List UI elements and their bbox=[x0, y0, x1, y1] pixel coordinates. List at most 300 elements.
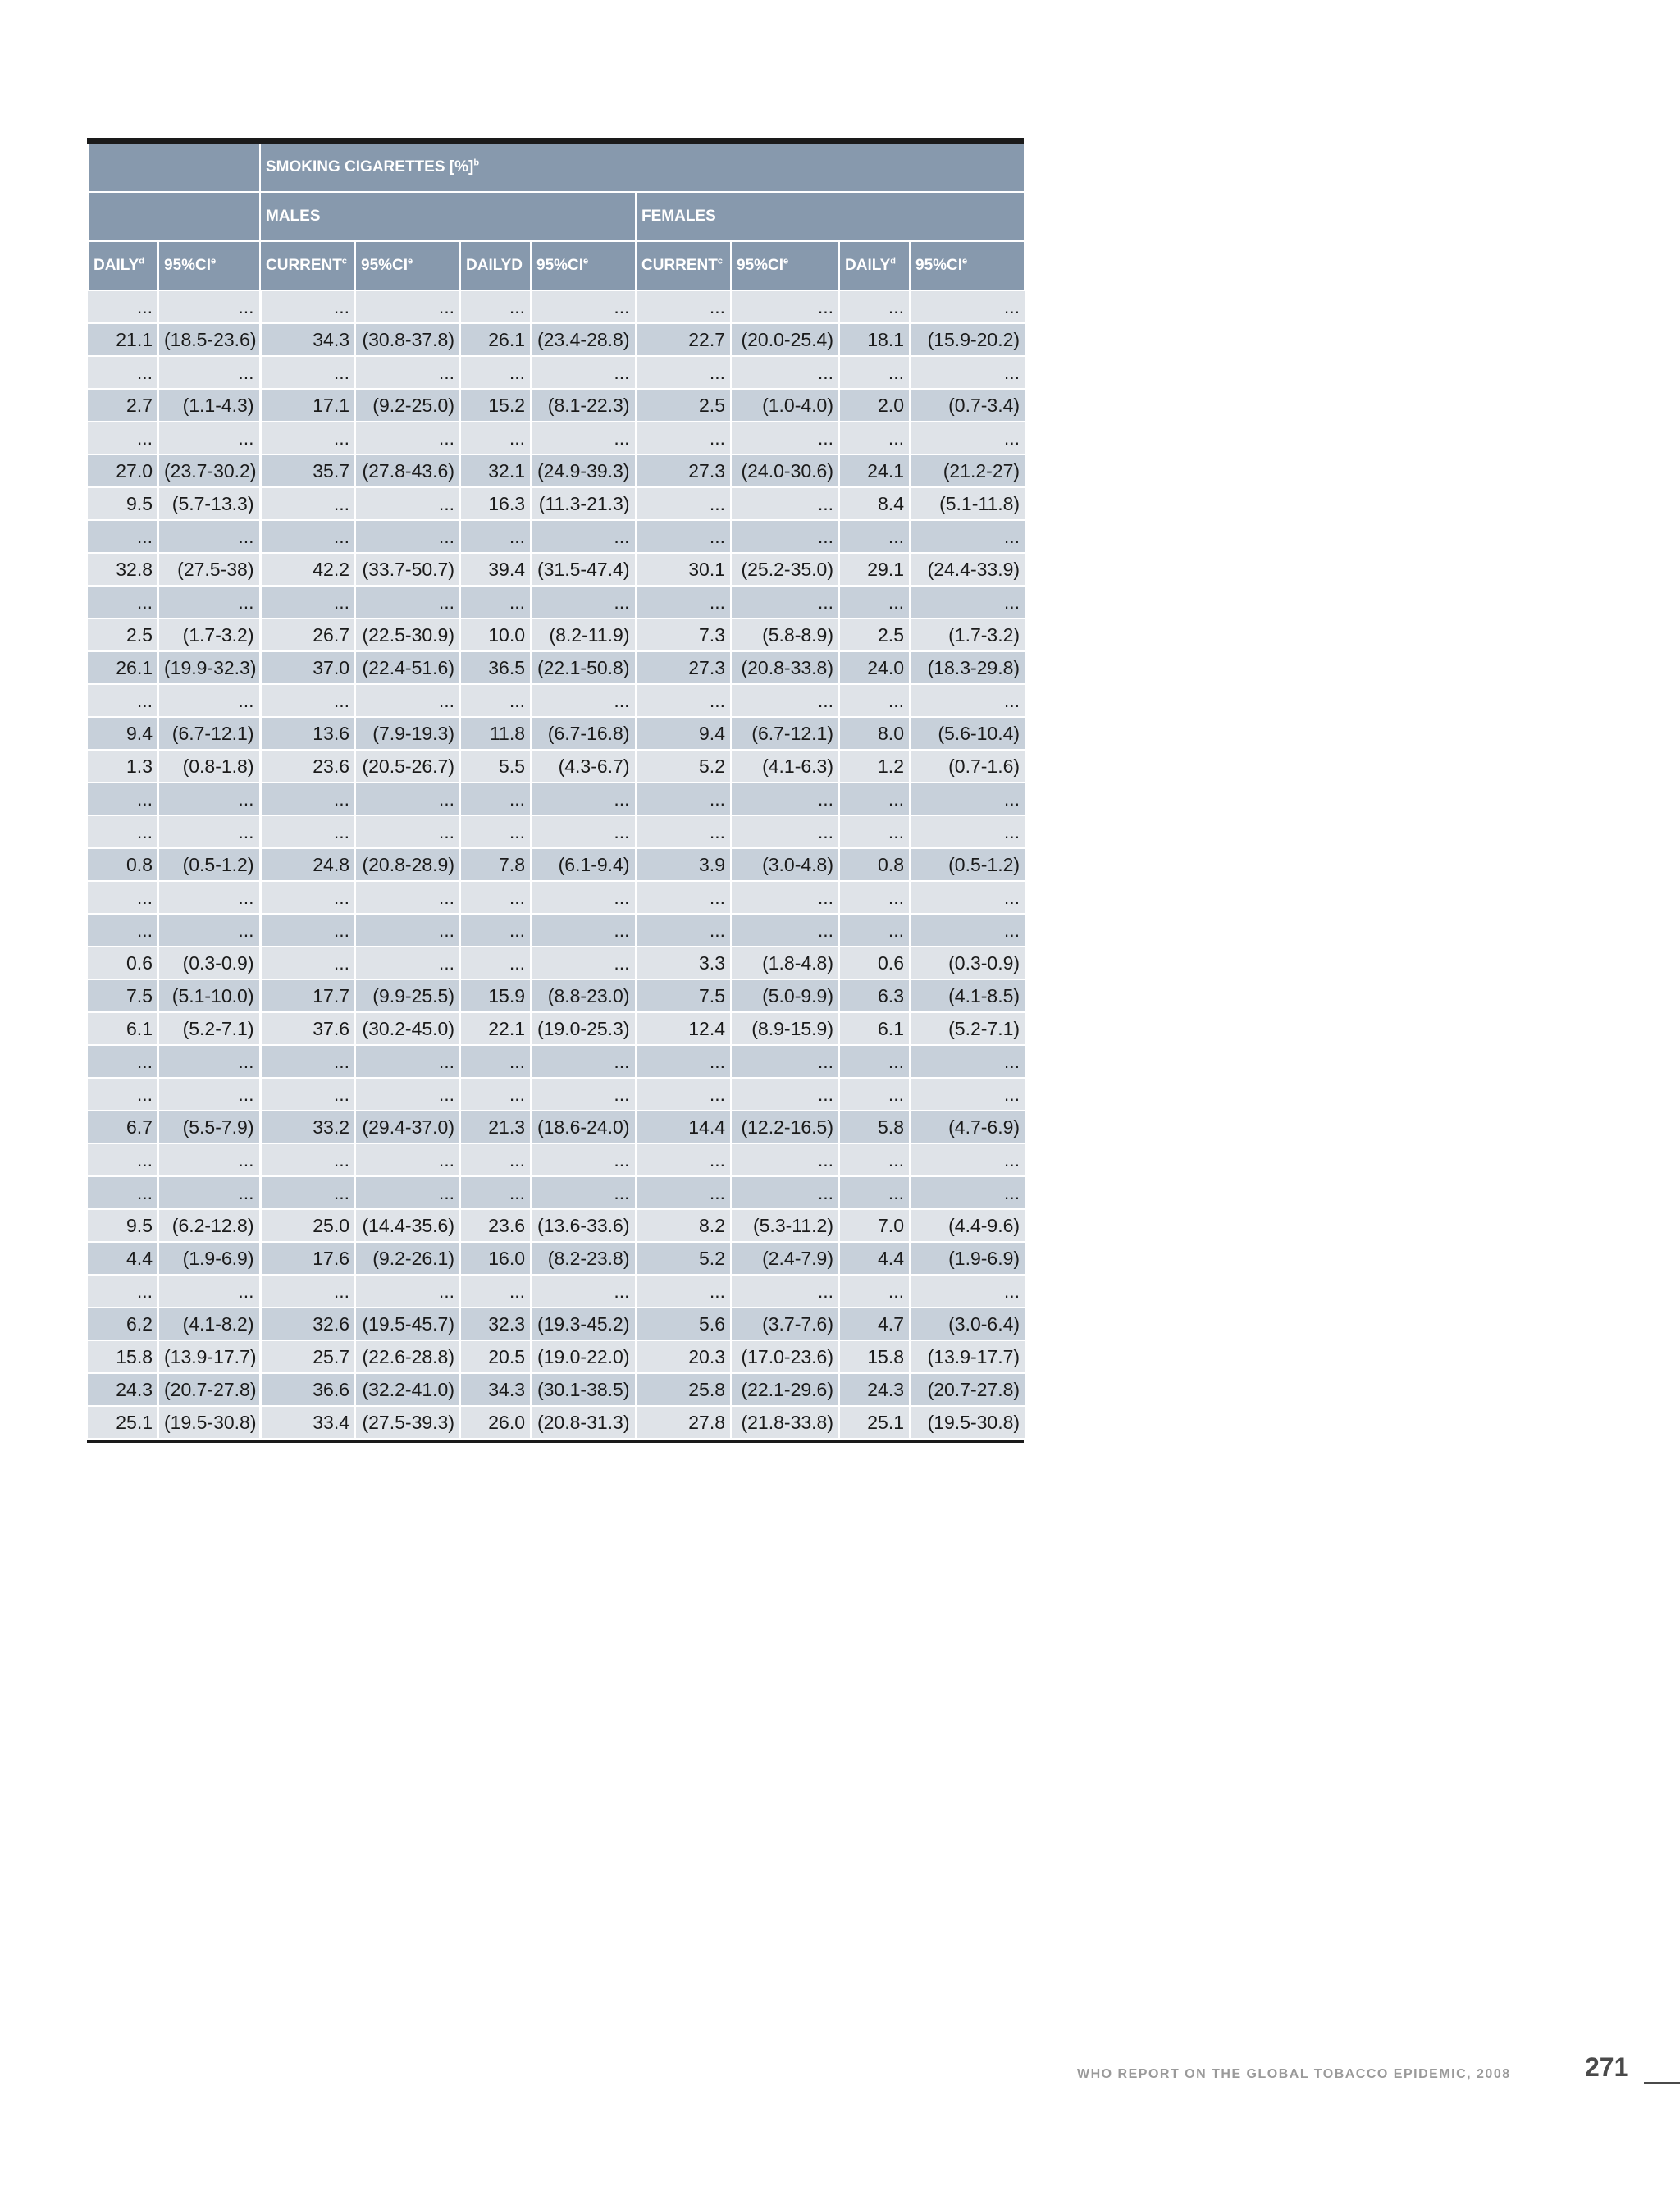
column-header-label: 95%CI bbox=[536, 257, 584, 274]
table-cell: ... bbox=[636, 783, 731, 815]
table-cell: ... bbox=[839, 1143, 910, 1176]
table-cell: ... bbox=[88, 422, 158, 454]
table-cell: ... bbox=[910, 1045, 1025, 1078]
data-table-container bbox=[87, 138, 1024, 1443]
column-header bbox=[531, 241, 636, 290]
table-cell: 13.6 bbox=[260, 717, 355, 750]
table-cell: 25.0 bbox=[260, 1209, 355, 1242]
table-cell: 16.0 bbox=[460, 1242, 531, 1275]
table-row bbox=[88, 979, 1025, 1012]
column-header-footnote: d bbox=[139, 256, 144, 267]
table-row bbox=[88, 1176, 1025, 1209]
table-cell: ... bbox=[636, 356, 731, 389]
table-cell: (3.0-6.4) bbox=[910, 1308, 1025, 1340]
table-cell: 9.5 bbox=[88, 487, 158, 520]
table-cell: (20.8-28.9) bbox=[355, 848, 460, 881]
table-cell: ... bbox=[531, 1078, 636, 1111]
table-cell: 9.4 bbox=[88, 717, 158, 750]
table-cell: (6.1-9.4) bbox=[531, 848, 636, 881]
table-cell: ... bbox=[355, 1176, 460, 1209]
table-cell: ... bbox=[355, 815, 460, 848]
table-row bbox=[88, 487, 1025, 520]
footer-report-title: WHO REPORT ON THE GLOBAL TOBACCO EPIDEMIC, 2008 bbox=[1077, 2067, 1511, 2081]
table-cell: ... bbox=[636, 815, 731, 848]
table-cell: (0.5-1.2) bbox=[158, 848, 260, 881]
column-header bbox=[731, 241, 839, 290]
table-cell: ... bbox=[158, 881, 260, 914]
table-cell: ... bbox=[910, 1143, 1025, 1176]
column-header-label: CURRENT bbox=[641, 257, 718, 274]
table-row bbox=[88, 422, 1025, 454]
table-cell: 2.0 bbox=[839, 389, 910, 422]
table-cell: (7.9-19.3) bbox=[355, 717, 460, 750]
table-cell: (24.0-30.6) bbox=[731, 454, 839, 487]
table-cell: ... bbox=[158, 815, 260, 848]
table-cell: (5.2-7.1) bbox=[910, 1012, 1025, 1045]
table-cell: (24.9-39.3) bbox=[531, 454, 636, 487]
table-cell: 36.5 bbox=[460, 651, 531, 684]
table-cell: ... bbox=[460, 1045, 531, 1078]
table-cell: 35.7 bbox=[260, 454, 355, 487]
table-cell: 8.2 bbox=[636, 1209, 731, 1242]
table-cell: ... bbox=[460, 947, 531, 979]
table-cell: 0.6 bbox=[88, 947, 158, 979]
table-cell: 2.5 bbox=[636, 389, 731, 422]
table-cell: ... bbox=[88, 815, 158, 848]
table-header bbox=[88, 144, 1025, 290]
table-cell: (15.9-20.2) bbox=[910, 323, 1025, 356]
table-cell: ... bbox=[355, 947, 460, 979]
table-cell: 2.5 bbox=[88, 619, 158, 651]
table-cell: ... bbox=[260, 1176, 355, 1209]
table-row bbox=[88, 1078, 1025, 1111]
table-cell: ... bbox=[158, 422, 260, 454]
table-cell: 9.4 bbox=[636, 717, 731, 750]
column-header-label: 95%CI bbox=[164, 257, 212, 274]
table-cell: 22.7 bbox=[636, 323, 731, 356]
table-cell: ... bbox=[260, 487, 355, 520]
column-header-footnote: e bbox=[211, 256, 217, 267]
table-cell: 25.8 bbox=[636, 1373, 731, 1406]
table-cell: ... bbox=[910, 783, 1025, 815]
table-row bbox=[88, 1143, 1025, 1176]
table-cell: 9.5 bbox=[88, 1209, 158, 1242]
table-cell: ... bbox=[88, 1176, 158, 1209]
table-cell: (8.2-23.8) bbox=[531, 1242, 636, 1275]
table-cell: ... bbox=[731, 1143, 839, 1176]
table-cell: (24.4-33.9) bbox=[910, 553, 1025, 586]
table-cell: ... bbox=[731, 783, 839, 815]
table-cell: ... bbox=[839, 1176, 910, 1209]
column-header-footnote: e bbox=[962, 256, 968, 267]
table-row bbox=[88, 290, 1025, 323]
table-cell: (29.4-37.0) bbox=[355, 1111, 460, 1143]
table-body bbox=[88, 290, 1025, 1439]
table-row bbox=[88, 750, 1025, 783]
header-row-group bbox=[88, 144, 1025, 192]
table-cell: ... bbox=[636, 1143, 731, 1176]
table-cell: (9.9-25.5) bbox=[355, 979, 460, 1012]
table-cell: 4.4 bbox=[88, 1242, 158, 1275]
table-cell: ... bbox=[355, 290, 460, 323]
table-cell: ... bbox=[158, 684, 260, 717]
table-cell: ... bbox=[460, 356, 531, 389]
table-cell: (0.3-0.9) bbox=[158, 947, 260, 979]
table-cell: 42.2 bbox=[260, 553, 355, 586]
table-cell: 26.0 bbox=[460, 1406, 531, 1439]
table-row bbox=[88, 1242, 1025, 1275]
table-cell: ... bbox=[636, 290, 731, 323]
table-cell: (30.2-45.0) bbox=[355, 1012, 460, 1045]
table-cell: ... bbox=[636, 1045, 731, 1078]
table-cell: ... bbox=[910, 1275, 1025, 1308]
table-cell: (5.3-11.2) bbox=[731, 1209, 839, 1242]
table-cell: ... bbox=[731, 1045, 839, 1078]
table-cell: 21.1 bbox=[88, 323, 158, 356]
table-row bbox=[88, 356, 1025, 389]
table-cell: (3.0-4.8) bbox=[731, 848, 839, 881]
table-cell: ... bbox=[531, 422, 636, 454]
table-cell: ... bbox=[839, 356, 910, 389]
table-cell: (4.3-6.7) bbox=[531, 750, 636, 783]
table-cell: ... bbox=[88, 1275, 158, 1308]
table-row bbox=[88, 881, 1025, 914]
table-cell: 15.2 bbox=[460, 389, 531, 422]
table-cell: 20.3 bbox=[636, 1340, 731, 1373]
table-cell: ... bbox=[531, 290, 636, 323]
table-cell: (8.9-15.9) bbox=[731, 1012, 839, 1045]
table-cell: ... bbox=[460, 422, 531, 454]
table-cell: (6.7-16.8) bbox=[531, 717, 636, 750]
table-cell: 16.3 bbox=[460, 487, 531, 520]
table-cell: ... bbox=[260, 1078, 355, 1111]
table-cell: ... bbox=[355, 586, 460, 619]
table-cell: (20.5-26.7) bbox=[355, 750, 460, 783]
table-cell: (25.2-35.0) bbox=[731, 553, 839, 586]
table-cell: (4.4-9.6) bbox=[910, 1209, 1025, 1242]
table-cell: (27.8-43.6) bbox=[355, 454, 460, 487]
table-cell: 25.7 bbox=[260, 1340, 355, 1373]
table-row bbox=[88, 947, 1025, 979]
table-cell: ... bbox=[910, 914, 1025, 947]
table-cell: ... bbox=[88, 684, 158, 717]
table-cell: 3.3 bbox=[636, 947, 731, 979]
table-cell: (18.6-24.0) bbox=[531, 1111, 636, 1143]
table-cell: ... bbox=[531, 684, 636, 717]
table-cell: ... bbox=[260, 520, 355, 553]
table-row bbox=[88, 1275, 1025, 1308]
table-cell: (6.2-12.8) bbox=[158, 1209, 260, 1242]
table-cell: (19.3-45.2) bbox=[531, 1308, 636, 1340]
table-cell: (13.9-17.7) bbox=[158, 1340, 260, 1373]
table-cell: 33.2 bbox=[260, 1111, 355, 1143]
table-cell: (5.1-11.8) bbox=[910, 487, 1025, 520]
table-cell: ... bbox=[260, 684, 355, 717]
table-cell: ... bbox=[839, 1045, 910, 1078]
column-header-label: DAILY bbox=[845, 257, 891, 274]
header-group-title-sup: b bbox=[473, 157, 480, 168]
table-cell: ... bbox=[260, 881, 355, 914]
table-cell: ... bbox=[260, 947, 355, 979]
table-cell: (5.5-7.9) bbox=[158, 1111, 260, 1143]
table-cell: ... bbox=[460, 684, 531, 717]
table-row bbox=[88, 848, 1025, 881]
table-cell: ... bbox=[158, 1275, 260, 1308]
table-cell: ... bbox=[88, 1045, 158, 1078]
table-cell: (22.4-51.6) bbox=[355, 651, 460, 684]
table-cell: ... bbox=[531, 881, 636, 914]
table-cell: ... bbox=[355, 422, 460, 454]
table-cell: 15.9 bbox=[460, 979, 531, 1012]
table-row bbox=[88, 783, 1025, 815]
table-cell: ... bbox=[460, 815, 531, 848]
table-cell: ... bbox=[260, 356, 355, 389]
column-header bbox=[839, 241, 910, 290]
column-header bbox=[158, 241, 260, 290]
table-cell: (1.9-6.9) bbox=[158, 1242, 260, 1275]
table-cell: ... bbox=[910, 356, 1025, 389]
table-cell: 7.5 bbox=[636, 979, 731, 1012]
table-row bbox=[88, 389, 1025, 422]
table-cell: ... bbox=[531, 947, 636, 979]
table-cell: 39.4 bbox=[460, 553, 531, 586]
table-cell: (31.5-47.4) bbox=[531, 553, 636, 586]
table-cell: ... bbox=[531, 1045, 636, 1078]
table-cell: 37.0 bbox=[260, 651, 355, 684]
table-cell: (33.7-50.7) bbox=[355, 553, 460, 586]
table-cell: (1.8-4.8) bbox=[731, 947, 839, 979]
table-cell: ... bbox=[260, 914, 355, 947]
table-cell: ... bbox=[88, 783, 158, 815]
table-cell: ... bbox=[636, 422, 731, 454]
table-cell: ... bbox=[636, 1275, 731, 1308]
table-cell: 15.8 bbox=[839, 1340, 910, 1373]
table-cell: ... bbox=[731, 422, 839, 454]
table-cell: ... bbox=[531, 1275, 636, 1308]
table-cell: ... bbox=[910, 290, 1025, 323]
table-cell: 17.6 bbox=[260, 1242, 355, 1275]
table-cell: ... bbox=[158, 1143, 260, 1176]
table-cell: 6.7 bbox=[88, 1111, 158, 1143]
table-cell: (19.5-30.8) bbox=[158, 1406, 260, 1439]
table-cell: ... bbox=[731, 487, 839, 520]
table-row bbox=[88, 914, 1025, 947]
table-cell: 27.8 bbox=[636, 1406, 731, 1439]
table-cell: (30.1-38.5) bbox=[531, 1373, 636, 1406]
column-header bbox=[460, 241, 531, 290]
table-cell: ... bbox=[531, 815, 636, 848]
header-blank-cell-1 bbox=[88, 144, 260, 192]
table-cell: 5.8 bbox=[839, 1111, 910, 1143]
table-row bbox=[88, 684, 1025, 717]
table-cell: ... bbox=[88, 1078, 158, 1111]
table-cell: ... bbox=[158, 586, 260, 619]
table-cell: 26.1 bbox=[460, 323, 531, 356]
table-cell: 2.7 bbox=[88, 389, 158, 422]
table-cell: ... bbox=[910, 586, 1025, 619]
table-row bbox=[88, 1373, 1025, 1406]
table-cell: 7.3 bbox=[636, 619, 731, 651]
table-cell: ... bbox=[158, 356, 260, 389]
table-cell: ... bbox=[731, 815, 839, 848]
column-header-footnote: e bbox=[783, 256, 789, 267]
table-cell: ... bbox=[839, 684, 910, 717]
table-cell: 37.6 bbox=[260, 1012, 355, 1045]
table-cell: (0.5-1.2) bbox=[910, 848, 1025, 881]
table-cell: 10.0 bbox=[460, 619, 531, 651]
table-cell: ... bbox=[731, 1275, 839, 1308]
table-cell: 22.1 bbox=[460, 1012, 531, 1045]
table-cell: 23.6 bbox=[260, 750, 355, 783]
table-cell: (5.2-7.1) bbox=[158, 1012, 260, 1045]
table-cell: 32.1 bbox=[460, 454, 531, 487]
table-cell: ... bbox=[158, 1176, 260, 1209]
table-cell: ... bbox=[88, 914, 158, 947]
table-cell: (1.9-6.9) bbox=[910, 1242, 1025, 1275]
table-cell: 32.3 bbox=[460, 1308, 531, 1340]
table-cell: 14.4 bbox=[636, 1111, 731, 1143]
table-cell: (20.8-33.8) bbox=[731, 651, 839, 684]
table-cell: ... bbox=[531, 520, 636, 553]
column-header-footnote: e bbox=[583, 256, 589, 267]
table-cell: ... bbox=[910, 1176, 1025, 1209]
table-cell: ... bbox=[636, 1078, 731, 1111]
table-cell: 5.6 bbox=[636, 1308, 731, 1340]
table-cell: ... bbox=[460, 1275, 531, 1308]
table-cell: ... bbox=[731, 586, 839, 619]
table-cell: (1.0-4.0) bbox=[731, 389, 839, 422]
table-cell: ... bbox=[839, 783, 910, 815]
table-cell: ... bbox=[731, 684, 839, 717]
table-cell: ... bbox=[260, 1143, 355, 1176]
table-cell: 18.1 bbox=[839, 323, 910, 356]
table-cell: ... bbox=[731, 290, 839, 323]
table-cell: (23.4-28.8) bbox=[531, 323, 636, 356]
table-cell: 29.1 bbox=[839, 553, 910, 586]
table-cell: 24.8 bbox=[260, 848, 355, 881]
table-cell: (11.3-21.3) bbox=[531, 487, 636, 520]
column-header bbox=[355, 241, 460, 290]
table-cell: ... bbox=[158, 914, 260, 947]
table-cell: 32.6 bbox=[260, 1308, 355, 1340]
table-cell: (0.7-3.4) bbox=[910, 389, 1025, 422]
table-cell: 6.3 bbox=[839, 979, 910, 1012]
table-cell: ... bbox=[910, 422, 1025, 454]
table-cell: 7.0 bbox=[839, 1209, 910, 1242]
table-cell: ... bbox=[355, 1143, 460, 1176]
table-cell: 34.3 bbox=[460, 1373, 531, 1406]
table-cell: ... bbox=[355, 487, 460, 520]
table-cell: ... bbox=[158, 1045, 260, 1078]
header-group-title bbox=[260, 144, 1025, 192]
table-cell: (4.7-6.9) bbox=[910, 1111, 1025, 1143]
table-cell: (12.2-16.5) bbox=[731, 1111, 839, 1143]
column-header bbox=[636, 241, 731, 290]
table-cell: ... bbox=[731, 914, 839, 947]
column-header-footnote: e bbox=[408, 256, 413, 267]
table-cell: ... bbox=[260, 783, 355, 815]
table-cell: (32.2-41.0) bbox=[355, 1373, 460, 1406]
column-header-label: 95%CI bbox=[915, 257, 963, 274]
table-cell: ... bbox=[731, 356, 839, 389]
header-blank-cell-2 bbox=[88, 192, 260, 241]
table-cell: 32.8 bbox=[88, 553, 158, 586]
table-cell: (30.8-37.8) bbox=[355, 323, 460, 356]
table-cell: 2.5 bbox=[839, 619, 910, 651]
table-cell: (21.8-33.8) bbox=[731, 1406, 839, 1439]
table-row bbox=[88, 553, 1025, 586]
table-row bbox=[88, 520, 1025, 553]
table-cell: 4.4 bbox=[839, 1242, 910, 1275]
table-cell: ... bbox=[355, 1045, 460, 1078]
table-cell: (8.8-23.0) bbox=[531, 979, 636, 1012]
table-cell: (19.0-25.3) bbox=[531, 1012, 636, 1045]
table-cell: ... bbox=[460, 1078, 531, 1111]
column-header-label: 95%CI bbox=[737, 257, 784, 274]
table-cell: 6.2 bbox=[88, 1308, 158, 1340]
table-cell: ... bbox=[88, 356, 158, 389]
table-cell: 36.6 bbox=[260, 1373, 355, 1406]
column-header-label: 95%CI bbox=[361, 257, 409, 274]
table-cell: ... bbox=[531, 1143, 636, 1176]
table-cell: ... bbox=[636, 1176, 731, 1209]
table-cell: ... bbox=[355, 881, 460, 914]
table-cell: (20.0-25.4) bbox=[731, 323, 839, 356]
table-cell: ... bbox=[460, 783, 531, 815]
table-cell: (8.2-11.9) bbox=[531, 619, 636, 651]
table-cell: ... bbox=[460, 1143, 531, 1176]
table-cell: ... bbox=[260, 1045, 355, 1078]
table-cell: ... bbox=[355, 356, 460, 389]
table-cell: (27.5-39.3) bbox=[355, 1406, 460, 1439]
table-cell: 4.7 bbox=[839, 1308, 910, 1340]
table-cell: ... bbox=[531, 356, 636, 389]
table-cell: (0.3-0.9) bbox=[910, 947, 1025, 979]
table-cell: 0.6 bbox=[839, 947, 910, 979]
table-cell: (5.1-10.0) bbox=[158, 979, 260, 1012]
table-cell: (19.0-22.0) bbox=[531, 1340, 636, 1373]
table-cell: 21.3 bbox=[460, 1111, 531, 1143]
table-cell: ... bbox=[158, 1078, 260, 1111]
table-cell: 23.6 bbox=[460, 1209, 531, 1242]
table-cell: (0.8-1.8) bbox=[158, 750, 260, 783]
table-cell: 25.1 bbox=[88, 1406, 158, 1439]
table-cell: 7.5 bbox=[88, 979, 158, 1012]
table-cell: ... bbox=[460, 914, 531, 947]
table-cell: 5.2 bbox=[636, 1242, 731, 1275]
table-cell: ... bbox=[636, 881, 731, 914]
table-cell: ... bbox=[88, 520, 158, 553]
table-cell: (19.9-32.3) bbox=[158, 651, 260, 684]
table-row bbox=[88, 1340, 1025, 1373]
table-cell: ... bbox=[260, 290, 355, 323]
table-cell: ... bbox=[355, 1275, 460, 1308]
table-cell: ... bbox=[910, 815, 1025, 848]
table-row bbox=[88, 586, 1025, 619]
table-cell: ... bbox=[460, 586, 531, 619]
table-cell: (9.2-25.0) bbox=[355, 389, 460, 422]
table-cell: (4.1-8.5) bbox=[910, 979, 1025, 1012]
column-header bbox=[260, 241, 355, 290]
table-cell: (1.1-4.3) bbox=[158, 389, 260, 422]
table-row bbox=[88, 651, 1025, 684]
table-cell: ... bbox=[260, 1275, 355, 1308]
table-cell: ... bbox=[910, 684, 1025, 717]
table-cell: ... bbox=[531, 1176, 636, 1209]
table-cell: (0.7-1.6) bbox=[910, 750, 1025, 783]
table-cell: (22.5-30.9) bbox=[355, 619, 460, 651]
table-cell: (5.7-13.3) bbox=[158, 487, 260, 520]
